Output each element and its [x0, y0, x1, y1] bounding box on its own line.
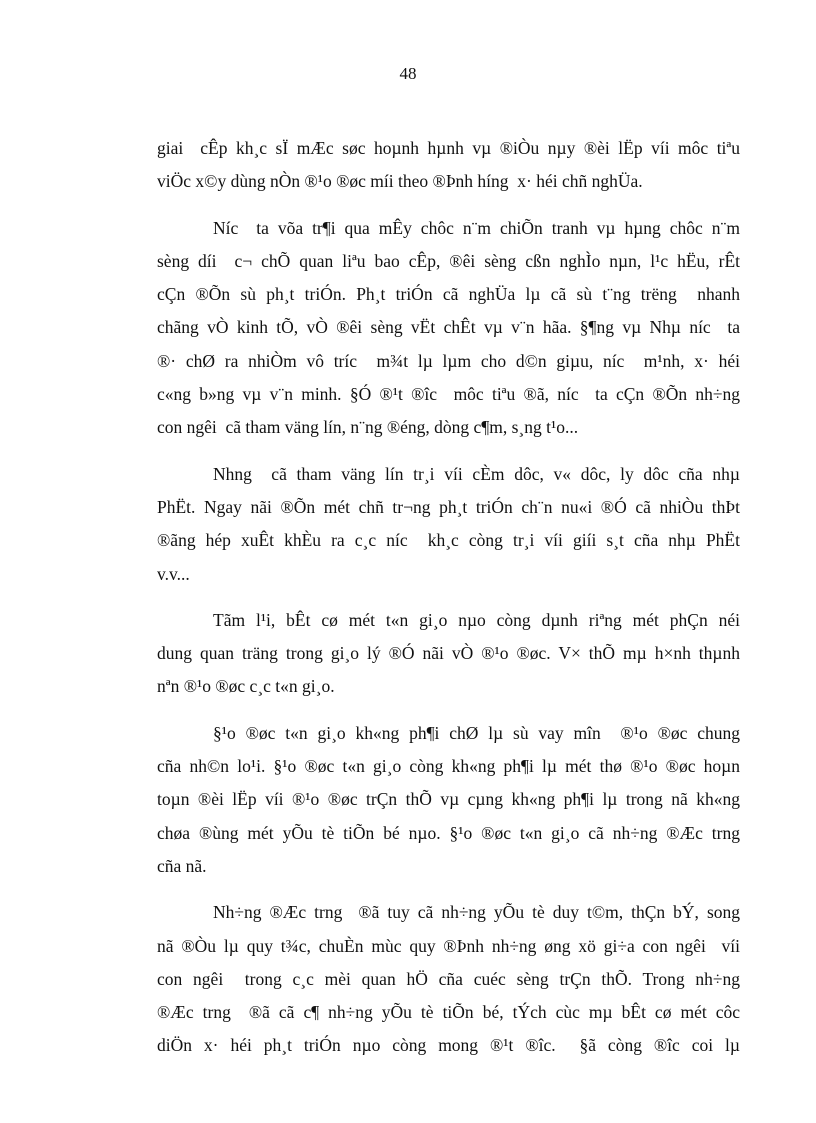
text-line: dung quan träng trong gi¸o lý ®Ó nãi vÒ ®¹o ®øc. V× thÕ mµ h×nh thµnh	[157, 643, 740, 664]
text-line: cÇn ®Õn sù ph¸t triÓn. Ph¸t triÓn cã nghÜa lµ cã sù t¨ng trëng nhanh	[157, 284, 740, 305]
text-line: chøa ®ùng mét yÕu tè tiÕn bé nµo. §¹o ®øc t«n gi¸o cã nh÷ng ®Æc trng	[157, 822, 740, 843]
text-line: §¹o ®øc t«n gi¸o kh«ng ph¶i chØ lµ sù vay mîn ®¹o ®øc chung	[213, 722, 740, 743]
text-line: Níc ta võa tr¶i qua mÊy chôc n¨m chiÕn tranh vµ hµng chôc n¨m	[213, 217, 740, 238]
text-line: cña nh©n lo¹i. §¹o ®øc t«n gi¸o còng kh«ng ph¶i lµ mét thø ®¹o ®øc hoµn	[157, 756, 740, 777]
text-line: toµn ®èi lËp víi ®¹o ®øc trÇn thÕ vµ cµng kh«ng ph¶i lµ trong nã kh«ng	[157, 789, 740, 810]
text-line: v.v...	[157, 563, 190, 584]
paragraph-3	[157, 458, 740, 591]
text-line: nã ®Òu lµ quy t¾c, chuÈn mùc quy ®Þnh nh÷ng øng xö gi÷a con ngêi víi	[157, 935, 740, 956]
text-line: nªn ®¹o ®øc c¸c t«n gi¸o.	[157, 676, 335, 697]
text-line: cña nã.	[157, 855, 207, 876]
text-line: diÖn x· héi ph¸t triÓn nµo còng mong ®¹t ®îc. §ã còng ®îc coi lµ	[157, 1035, 740, 1056]
paragraph-5	[157, 717, 740, 883]
paragraph-4	[157, 604, 740, 704]
text-line: Tãm l¹i, bÊt cø mét t«n gi¸o nµo còng dµnh riªng mét phÇn néi	[213, 609, 740, 630]
text-line: ®Æc trng ®ã cã c¶ nh÷ng yÕu tè tiÕn bé, tÝch cùc mµ bÊt cø mét côc	[157, 1002, 740, 1023]
text-line: ®· chØ ra nhiÒm vô tríc m¾t lµ lµm cho d©n giµu, níc m¹nh, x· héi	[157, 350, 740, 371]
text-line: con ngêi trong c¸c mèi quan hÖ cña cuéc sèng trÇn thÕ. Trong nh÷ng	[157, 968, 740, 989]
text-line: sèng díi c¬ chÕ quan liªu bao cÊp, ®êi sèng cßn nghÌo nµn, l¹c hËu, rÊt	[157, 250, 740, 271]
paragraph-1	[157, 132, 740, 199]
paragraph-2	[157, 212, 740, 445]
text-line: chãng vÒ kinh tÕ, vÒ ®êi sèng vËt chÊt vµ v¨n hãa. §¶ng vµ Nhµ níc ta	[157, 317, 740, 338]
text-line: viÖc x©y dùng nÒn ®¹o ®øc míi theo ®Þnh híng x· héi chñ nghÜa.	[157, 171, 643, 192]
text-line: ®ãng hép xuÊt khÈu ra c¸c níc kh¸c còng tr¸i víi giíi s¸t cña nhµ PhËt	[157, 530, 740, 551]
page-number: 48	[399, 64, 417, 83]
text-line: con ngêi cã tham väng lín, n¨ng ®éng, dòng c¶m, s¸ng t¹o...	[157, 417, 579, 438]
text-line: Nh÷ng ®Æc trng ®ã tuy cã nh÷ng yÕu tè duy t©m, thÇn bÝ, song	[213, 902, 740, 923]
body-text	[157, 132, 740, 1076]
text-line: PhËt. Ngay nãi ®Õn mét chñ tr¬ng ph¸t triÓn ch¨n nu«i ®Ó cã nhiÒu thÞt	[157, 496, 740, 517]
text-line: c«ng b»ng vµ v¨n minh. §Ó ®¹t ®îc môc tiªu ®ã, níc ta cÇn ®Õn nh÷ng	[157, 384, 740, 405]
text-line: giai cÊp kh¸c sÏ mÆc søc hoµnh hµnh vµ ®iÒu nµy ®èi lËp víi môc tiªu	[157, 138, 740, 158]
paragraph-6	[157, 896, 740, 1062]
text-line: Nhng cã tham väng lín tr¸i víi cÈm dôc, v« dôc, ly dôc cña nhµ	[213, 463, 740, 484]
